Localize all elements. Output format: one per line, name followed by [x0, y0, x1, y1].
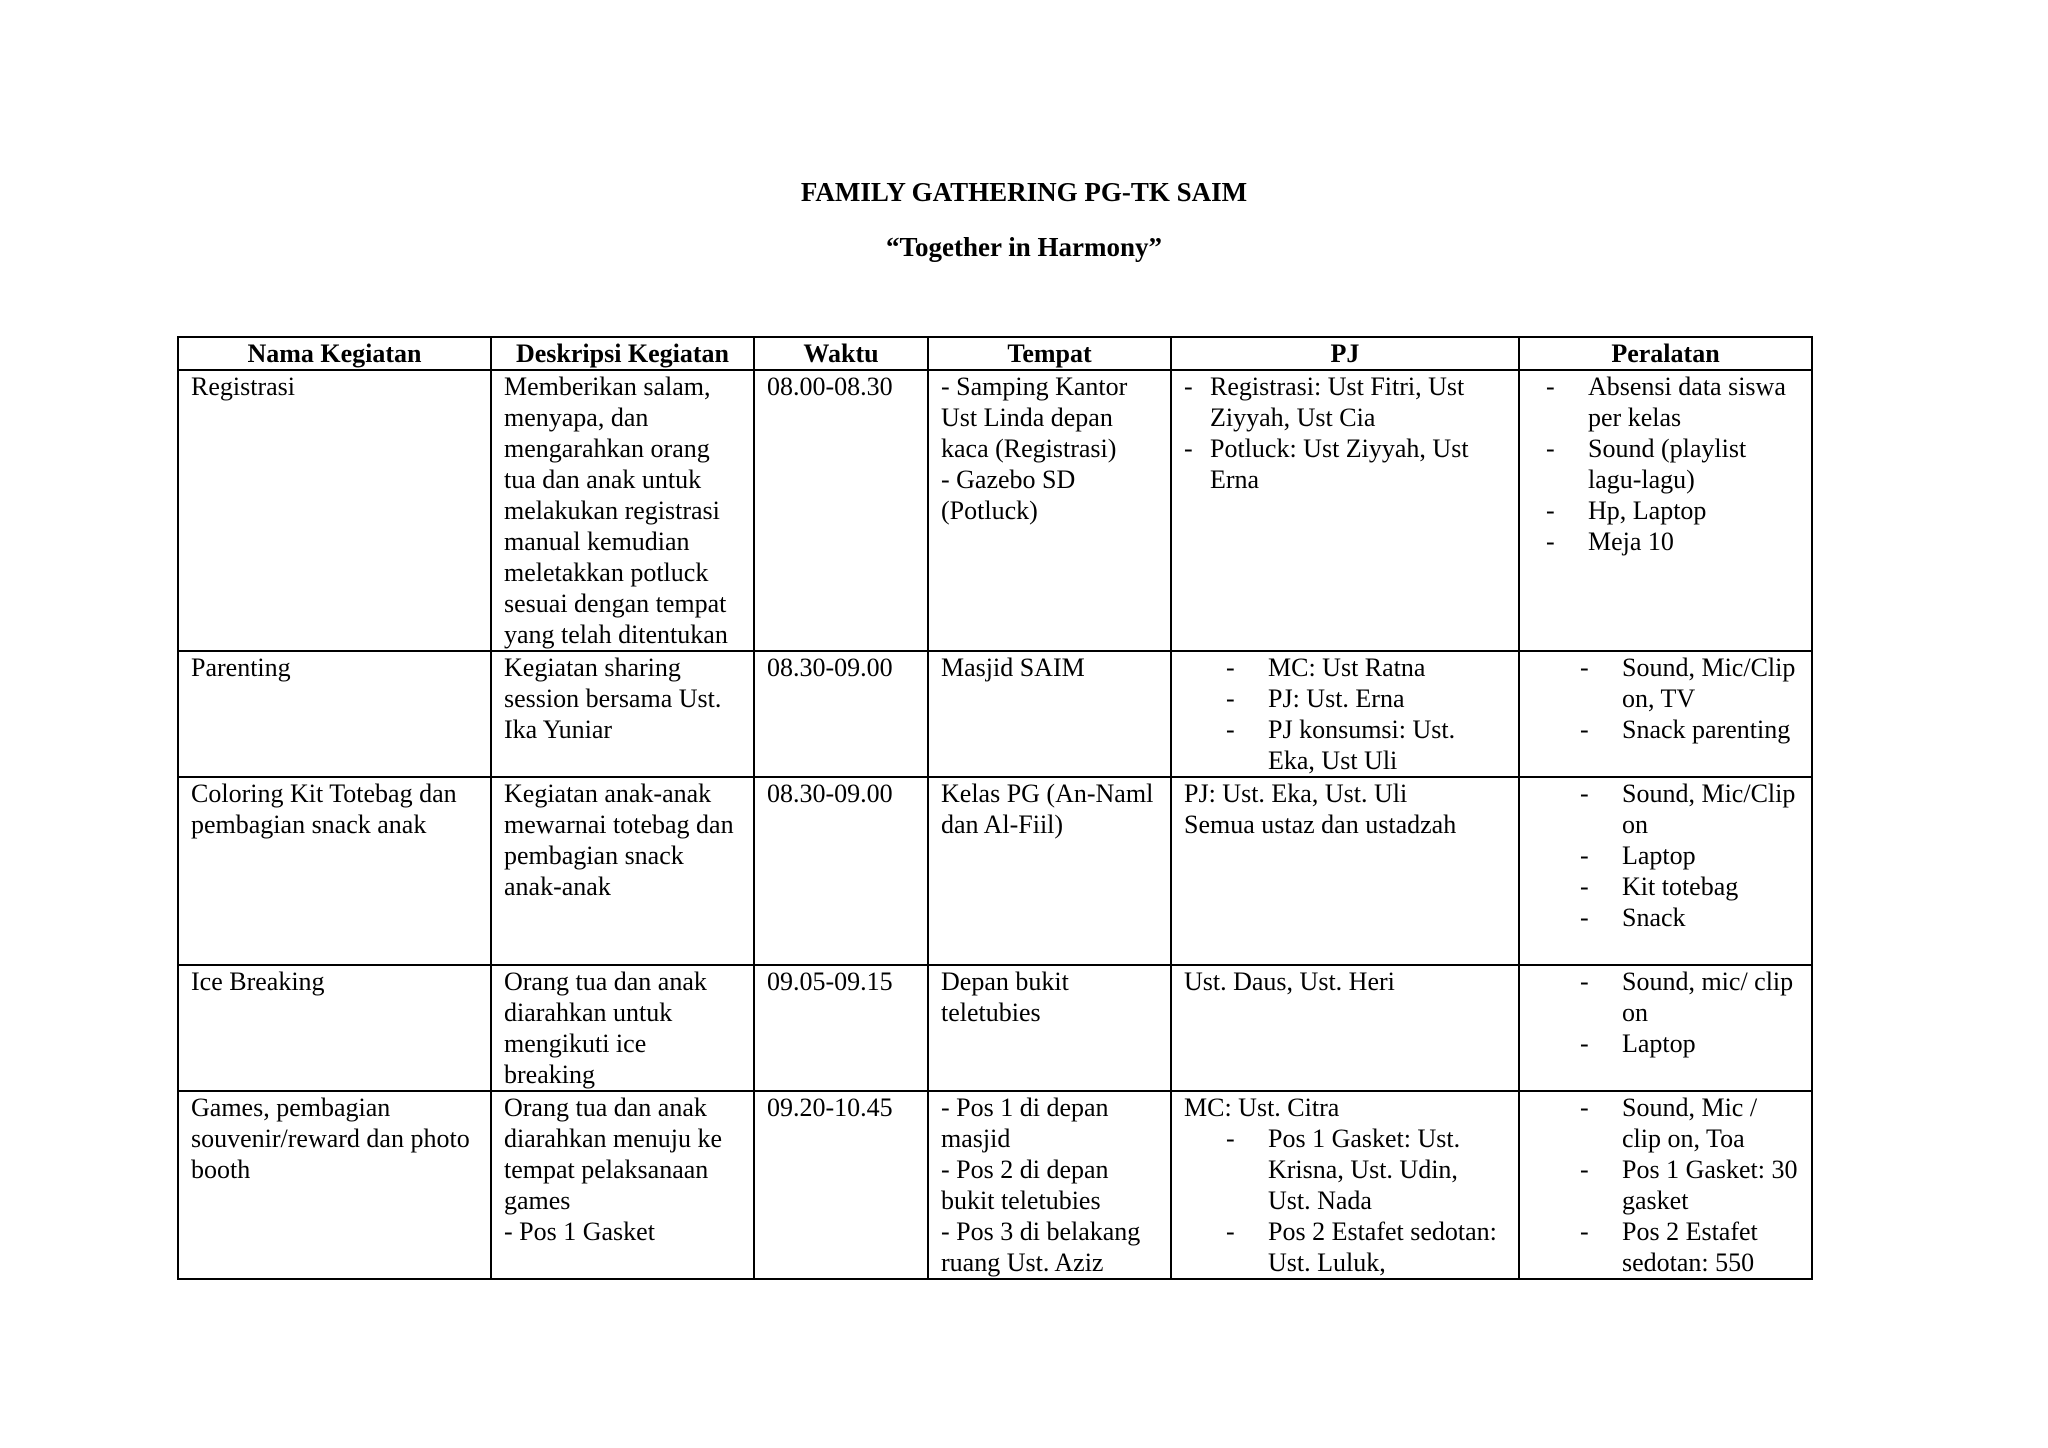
document-title: FAMILY GATHERING PG-TK SAIM [800, 177, 1248, 207]
schedule-table [177, 336, 1813, 1280]
deskripsi-text: Kegiatan sharing session bersama Ust. Ika Yuniar [504, 653, 722, 744]
pj-intro-text: MC: Ust. Citra [1184, 1093, 1340, 1122]
deskripsi-text: Memberikan salam, menyapa, dan mengarahkan orang tua dan anak untuk melakukan registrasi manual kemudian meletakkan potluck sesuai dengan tempat yang telah ditentukan [504, 372, 728, 649]
tempat-text: Masjid SAIM [941, 653, 1085, 682]
list-item: - PJ konsumsi: Ust. Eka, Ust Uli [1224, 714, 1506, 776]
peralatan-list [1578, 778, 1799, 933]
pj-text: Ust. Daus, Ust. Heri [1184, 967, 1395, 996]
cell-waktu [754, 1091, 928, 1279]
list-item: - Potluck: Ust Ziyyah, Ust Erna [1184, 433, 1506, 495]
pj-list [1184, 371, 1506, 495]
cell-pj [1171, 777, 1519, 965]
waktu-text: 09.20-10.45 [767, 1093, 893, 1122]
list-item: - Hp, Laptop [1544, 495, 1799, 526]
nama-text: Ice Breaking [191, 967, 325, 996]
cell-peralatan [1519, 370, 1812, 651]
list-item: - Snack [1578, 902, 1799, 933]
deskripsi-text: Orang tua dan anak diarahkan menuju ke tempat pelaksanaan games - Pos 1 Gasket [504, 1093, 723, 1246]
pj-text: PJ: Ust. Eka, Ust. Uli Semua ustaz dan ustadzah [1184, 779, 1457, 839]
table-row [178, 1091, 1812, 1279]
table-row [178, 965, 1812, 1091]
list-item: - Pos 1 Gasket: Ust. Krisna, Ust. Udin, Ust. Nada [1224, 1123, 1506, 1216]
cell-pj [1171, 1091, 1519, 1279]
cell-peralatan [1519, 1091, 1812, 1279]
header-peralatan: Peralatan [1519, 337, 1812, 370]
cell-nama [178, 777, 491, 965]
deskripsi-text: Orang tua dan anak diarahkan untuk mengikuti ice breaking [504, 967, 707, 1089]
list-item: - Snack parenting [1578, 714, 1799, 745]
pj-list [1224, 652, 1506, 776]
list-item: - Kit totebag [1578, 871, 1799, 902]
cell-peralatan [1519, 777, 1812, 965]
header-tempat: Tempat [928, 337, 1171, 370]
cell-tempat [928, 370, 1171, 651]
list-item: - Sound, Mic / clip on, Toa [1578, 1092, 1799, 1154]
cell-pj [1171, 370, 1519, 651]
list-item: - Meja 10 [1544, 526, 1799, 557]
waktu-text: 08.30-09.00 [767, 653, 893, 682]
cell-deskripsi [491, 651, 754, 777]
cell-pj [1171, 651, 1519, 777]
cell-nama [178, 370, 491, 651]
pj-list [1224, 1123, 1506, 1278]
peralatan-list [1578, 652, 1799, 745]
cell-tempat [928, 777, 1171, 965]
list-item: - Laptop [1578, 840, 1799, 871]
tempat-text: - Samping Kantor Ust Linda depan kaca (Registrasi) - Gazebo SD (Potluck) [941, 372, 1128, 525]
tempat-text: Depan bukit teletubies [941, 967, 1069, 1027]
nama-text: Games, pembagian souvenir/reward dan photo booth [191, 1093, 470, 1184]
header-deskripsi-kegiatan: Deskripsi Kegiatan [491, 337, 754, 370]
list-item: - Registrasi: Ust Fitri, Ust Ziyyah, Ust Cia [1184, 371, 1506, 433]
list-item: - Sound, mic/ clip on [1578, 966, 1799, 1028]
header-nama-kegiatan: Nama Kegiatan [178, 337, 491, 370]
cell-waktu [754, 370, 928, 651]
waktu-text: 08.00-08.30 [767, 372, 893, 401]
nama-text: Parenting [191, 653, 291, 682]
cell-pj [1171, 965, 1519, 1091]
list-item: - MC: Ust Ratna [1224, 652, 1506, 683]
tempat-text: - Pos 1 di depan masjid - Pos 2 di depan bukit teletubies - Pos 3 di belakang ruang Ust. Aziz [941, 1093, 1141, 1277]
cell-deskripsi [491, 370, 754, 651]
list-item: - Pos 1 Gasket: 30 gasket [1578, 1154, 1799, 1216]
cell-peralatan [1519, 651, 1812, 777]
cell-waktu [754, 651, 928, 777]
list-item: - Pos 2 Estafet sedotan: Ust. Luluk, [1224, 1216, 1506, 1278]
header-pj: PJ [1171, 337, 1519, 370]
cell-nama [178, 965, 491, 1091]
cell-waktu [754, 777, 928, 965]
cell-nama [178, 1091, 491, 1279]
table-row [178, 651, 1812, 777]
deskripsi-text: Kegiatan anak-anak mewarnai totebag dan pembagian snack anak-anak [504, 779, 734, 901]
cell-tempat [928, 1091, 1171, 1279]
table-row [178, 370, 1812, 651]
list-item: - Pos 2 Estafet sedotan: 550 [1578, 1216, 1799, 1278]
table-header-row [178, 337, 1812, 370]
list-item: - Laptop [1578, 1028, 1799, 1059]
cell-peralatan [1519, 965, 1812, 1091]
document-subtitle: “Together in Harmony” [885, 232, 1162, 262]
cell-waktu [754, 965, 928, 1091]
nama-text: Registrasi [191, 372, 295, 401]
waktu-text: 08.30-09.00 [767, 779, 893, 808]
tempat-text: Kelas PG (An-Naml dan Al-Fiil) [941, 779, 1154, 839]
peralatan-list [1544, 371, 1799, 557]
list-item: - Sound (playlist lagu-lagu) [1544, 433, 1799, 495]
table-row [178, 777, 1812, 965]
list-item: - PJ: Ust. Erna [1224, 683, 1506, 714]
header-waktu: Waktu [754, 337, 928, 370]
cell-deskripsi [491, 1091, 754, 1279]
cell-nama [178, 651, 491, 777]
list-item: - Sound, Mic/Clip on, TV [1578, 652, 1799, 714]
peralatan-list [1578, 966, 1799, 1059]
peralatan-list [1578, 1092, 1799, 1278]
list-item: - Sound, Mic/Clip on [1578, 778, 1799, 840]
nama-text: Coloring Kit Totebag dan pembagian snack anak [191, 779, 457, 839]
cell-tempat [928, 651, 1171, 777]
waktu-text: 09.05-09.15 [767, 967, 893, 996]
list-item: - Absensi data siswa per kelas [1544, 371, 1799, 433]
cell-deskripsi [491, 965, 754, 1091]
cell-tempat [928, 965, 1171, 1091]
cell-deskripsi [491, 777, 754, 965]
